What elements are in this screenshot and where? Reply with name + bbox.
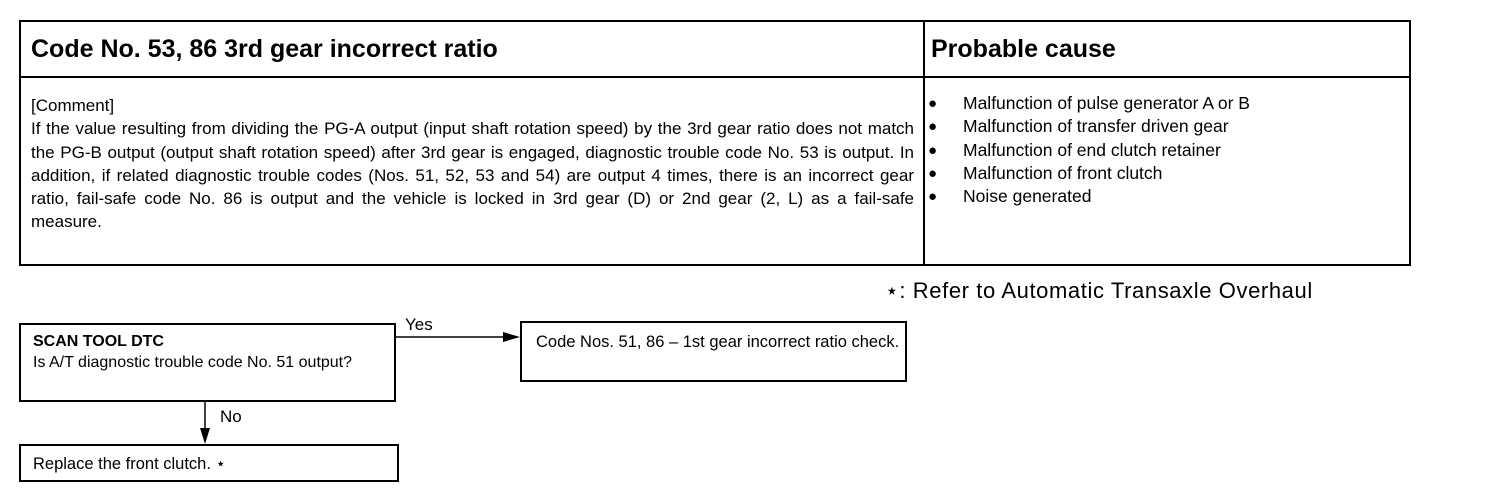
bullet-icon: ●	[928, 118, 938, 136]
table-header-divider	[21, 76, 1409, 78]
cause-text: Malfunction of end clutch retainer	[963, 139, 1221, 160]
yes-result-text: Code Nos. 51, 86 – 1st gear incorrect ratio check.	[536, 333, 900, 351]
cause-item	[927, 139, 1250, 162]
probable-cause-heading: Probable cause	[931, 35, 1116, 63]
cause-text: Malfunction of pulse generator A or B	[963, 93, 1250, 113]
scan-tool-question: Is A/T diagnostic trouble code No. 51 output?	[33, 354, 353, 371]
no-arrowhead-icon	[200, 428, 210, 444]
scan-tool-title: SCAN TOOL DTC	[33, 333, 164, 350]
table-column-divider	[923, 22, 925, 264]
no-result-box	[19, 444, 399, 482]
cause-item	[927, 162, 1250, 185]
no-result-text: Replace the front clutch. ⋆	[33, 455, 226, 473]
comment-section	[31, 94, 914, 234]
bullet-icon: ●	[928, 141, 938, 159]
cause-text: Noise generated	[963, 186, 1092, 207]
cause-item	[927, 185, 1250, 208]
comment-label: [Comment]	[31, 96, 115, 115]
bullet-icon: ●	[928, 95, 938, 112]
cause-text: Malfunction of transfer driven gear	[963, 116, 1229, 137]
yes-label: Yes	[405, 315, 433, 334]
diagnostic-table	[19, 20, 1411, 266]
scan-tool-dtc-box	[19, 323, 396, 402]
cause-text: Malfunction of front clutch	[963, 162, 1163, 183]
bullet-icon: ●	[928, 188, 938, 206]
bullet-icon: ●	[928, 164, 938, 182]
probable-cause-list	[927, 92, 1250, 208]
overhaul-reference-note: ⋆: Refer to Automatic Transaxle Overhaul	[885, 278, 1313, 303]
no-label: No	[220, 407, 242, 426]
yes-arrowhead-icon	[503, 332, 520, 342]
cause-item	[927, 115, 1250, 138]
cause-item	[927, 92, 1250, 115]
yes-result-box	[520, 321, 907, 382]
code-heading: Code No. 53, 86 3rd gear incorrect ratio	[31, 35, 498, 63]
comment-body: If the value resulting from dividing the PG-A output (input shaft rotation speed) by the 3rd gear ratio does not match the PG-B output (output shaft rotation speed) after 3rd gear is engaged, diagnostic trouble code No. 53 is output. In addition, if related diagnostic trouble codes (Nos. 51, 52, 53 and 54) are output 4 times, there is an incorrect gear ratio, fail-safe code No. 86 is output and the vehicle is locked in 3rd gear (D) or 2nd gear (2, L) as a fail-safe measure.	[31, 119, 914, 232]
